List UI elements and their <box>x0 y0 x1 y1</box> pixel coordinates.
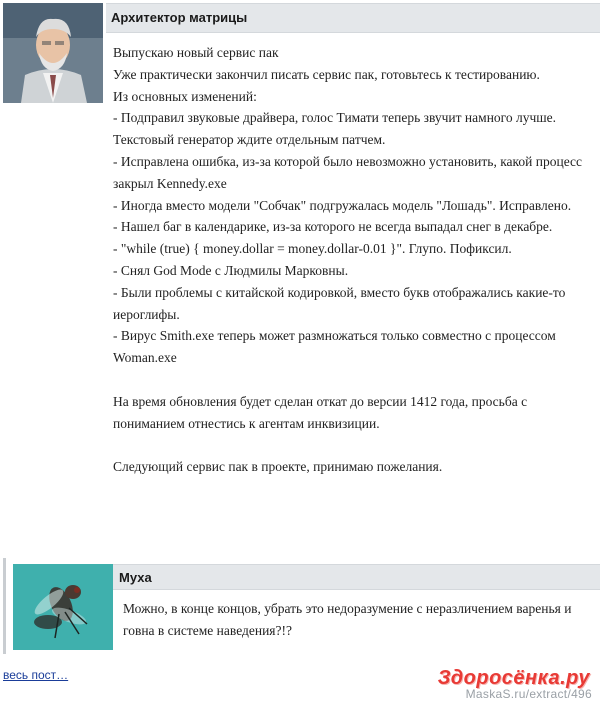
post-line: - "while (true) { money.dollar = money.dollar-0.01 }". Глупо. Пофиксил. <box>113 241 512 257</box>
comment-body: Можно, в конце концов, убрать это недоразумение с неразличением варенья и говна в системе наведения?!? <box>123 601 572 638</box>
comment-header <box>113 564 600 590</box>
author-avatar[interactable] <box>3 3 103 103</box>
comment-author-name[interactable]: Муха <box>119 570 152 585</box>
post-line: - Вирус Smith.exe теперь может размножаться только совместно с процессом Woman.exe <box>113 328 556 366</box>
site-watermark <box>437 667 596 703</box>
comment <box>0 558 600 658</box>
post-line: - Нашел баг в календарике, из-за которого не всегда выпадал снег в декабре. <box>113 219 553 235</box>
post-line: Уже практически закончил писать сервис пак, готовьтесь к тестированию. <box>113 66 540 82</box>
post-paragraph: Следующий сервис пак в проекте, принимаю пожелания. <box>113 459 443 475</box>
post-body <box>113 42 593 478</box>
post-line: - Подправил звуковые драйвера, голос Тимати теперь звучит намного лучше. Текстовый генератор ждите отдельным патчем. <box>113 110 557 148</box>
commenter-avatar[interactable] <box>13 564 113 650</box>
read-full-post-link[interactable]: весь пост… <box>3 668 69 682</box>
post-paragraph: На время обновления будет сделан откат до версии 1412 года, просьба с пониманием отнестись к агентам инквизиции. <box>113 393 528 431</box>
watermark-url: MaskaS.ru/extract/496 <box>465 687 592 701</box>
watermark-logo: Здоросёнка.ру <box>437 667 590 689</box>
post-line: - Исправлена ошибка, из-за которой было невозможно установить, какой процесс закрыл Kennedy.exe <box>113 153 583 191</box>
post-author-name[interactable]: Архитектор матрицы <box>111 10 248 25</box>
post-line: Из основных изменений: <box>113 88 257 104</box>
comment-indent-bar <box>3 558 6 654</box>
post-line: Выпускаю новый сервис пак <box>113 45 279 60</box>
spacer <box>113 434 593 456</box>
post-line: - Иногда вместо модели "Собчак" подгружалась модель "Лошадь". Исправлено. <box>113 197 572 213</box>
spacer <box>113 369 593 391</box>
post-header <box>106 3 600 33</box>
post-line: - Снял God Mode с Людмилы Марковны. <box>113 262 349 278</box>
post-line: - Были проблемы с китайской кодировкой, вместо букв отображались какие-то иероглифы. <box>113 284 566 322</box>
